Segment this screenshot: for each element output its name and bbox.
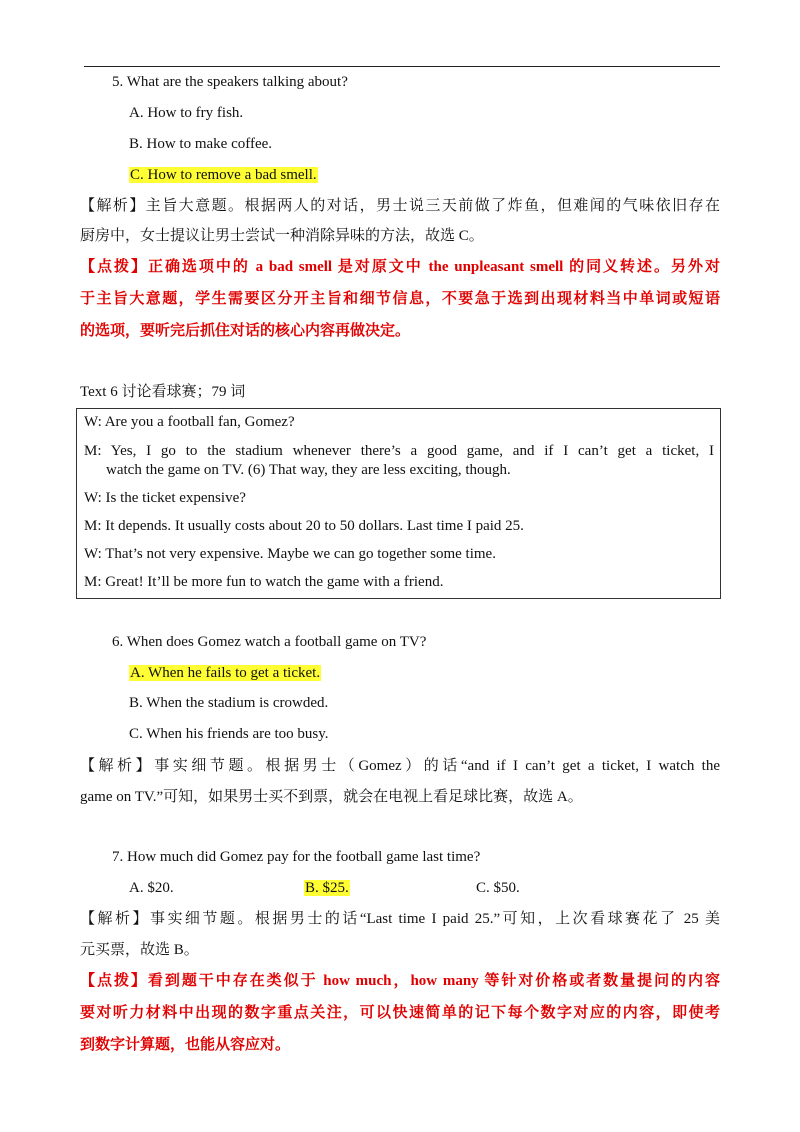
header-rule [84,66,720,67]
question-7: 7. How much did Gomez pay for the football game last time? [112,849,481,865]
tip-5-line-2: 于主旨大意题，学生需要区分开主旨和细节信息，不要急于选到出现材料当中单词或短语 [80,291,720,307]
text-6-heading: Text 6 讨论看球赛；79 词 [80,384,246,400]
q6-option-c: C. When his friends are too busy. [129,726,329,742]
q7-option-b-highlighted: B. $25. [305,880,349,896]
q7-option-c: C. $50. [476,880,520,896]
dialogue-line-6: M: Great! It’ll be more fun to watch the game with a friend. [84,574,444,590]
tip-7-line-3: 到数字计算题，也能从容应对。 [80,1037,291,1053]
tip-7-line-1: 【点拨】看到题干中存在类似于 how much，how many 等针对价格或者数量提问的内容 [80,973,720,989]
tip-5-line-1: 【点拨】正确选项中的 a bad smell 是对原文中 the unpleasant smell 的同义转述。另外对 [80,259,720,275]
q7-option-a: A. $20. [129,880,174,896]
dialogue-line-5: W: That’s not very expensive. Maybe we can go together some time. [84,546,496,562]
q5-option-b: B. How to make coffee. [129,136,273,152]
analysis-6-line-2: game on TV.”可知，如果男士买不到票，就会在电视上看足球比赛，故选 A。 [80,789,583,805]
analysis-6-line-1: 【解析】事实细节题。根据男士（Gomez）的话“and if I can’t get a ticket, I watch the [80,758,720,774]
dialogue-line-3: W: Is the ticket expensive? [84,490,246,506]
q5-option-a: A. How to fry fish. [129,105,244,121]
question-6: 6. When does Gomez watch a football game on TV? [112,634,427,650]
dialogue-line-4: M: It depends. It usually costs about 20 to 50 dollars. Last time I paid 25. [84,518,524,534]
tip-7-line-2: 要对听力材料中出现的数字重点关注，可以快速简单的记下每个数字对应的内容，即使考 [80,1005,720,1021]
analysis-7-line-1: 【解析】事实细节题。根据男士的话“Last time I paid 25.”可知，上次看球赛花了 25 美 [80,911,720,927]
dialogue-box [76,408,721,599]
dialogue-line-2-cont: watch the game on TV. (6) That way, they are less exciting, though. [106,462,511,478]
q6-option-b: B. When the stadium is crowded. [129,695,329,711]
q6-option-a-highlighted: A. When he fails to get a ticket. [130,665,321,681]
analysis-5-line-1: 【解析】主旨大意题。根据两人的对话，男士说三天前做了炸鱼，但难闻的气味依旧存在 [80,198,720,214]
q5-option-c-highlighted: C. How to remove a bad smell. [130,167,317,183]
analysis-7-line-2: 元买票，故选 B。 [80,942,199,958]
tip-5-line-3: 的选项，要听完后抓住对话的核心内容再做决定。 [80,323,411,339]
question-5: 5. What are the speakers talking about? [112,74,348,90]
dialogue-line-1: W: Are you a football fan, Gomez? [84,414,295,430]
dialogue-line-2: M: Yes, I go to the stadium whenever there’s a good game, and if I can’t get a ticket, I [84,443,714,459]
analysis-5-line-2: 厨房中，女士提议让男士尝试一种消除异味的方法，故选 C。 [80,228,484,244]
